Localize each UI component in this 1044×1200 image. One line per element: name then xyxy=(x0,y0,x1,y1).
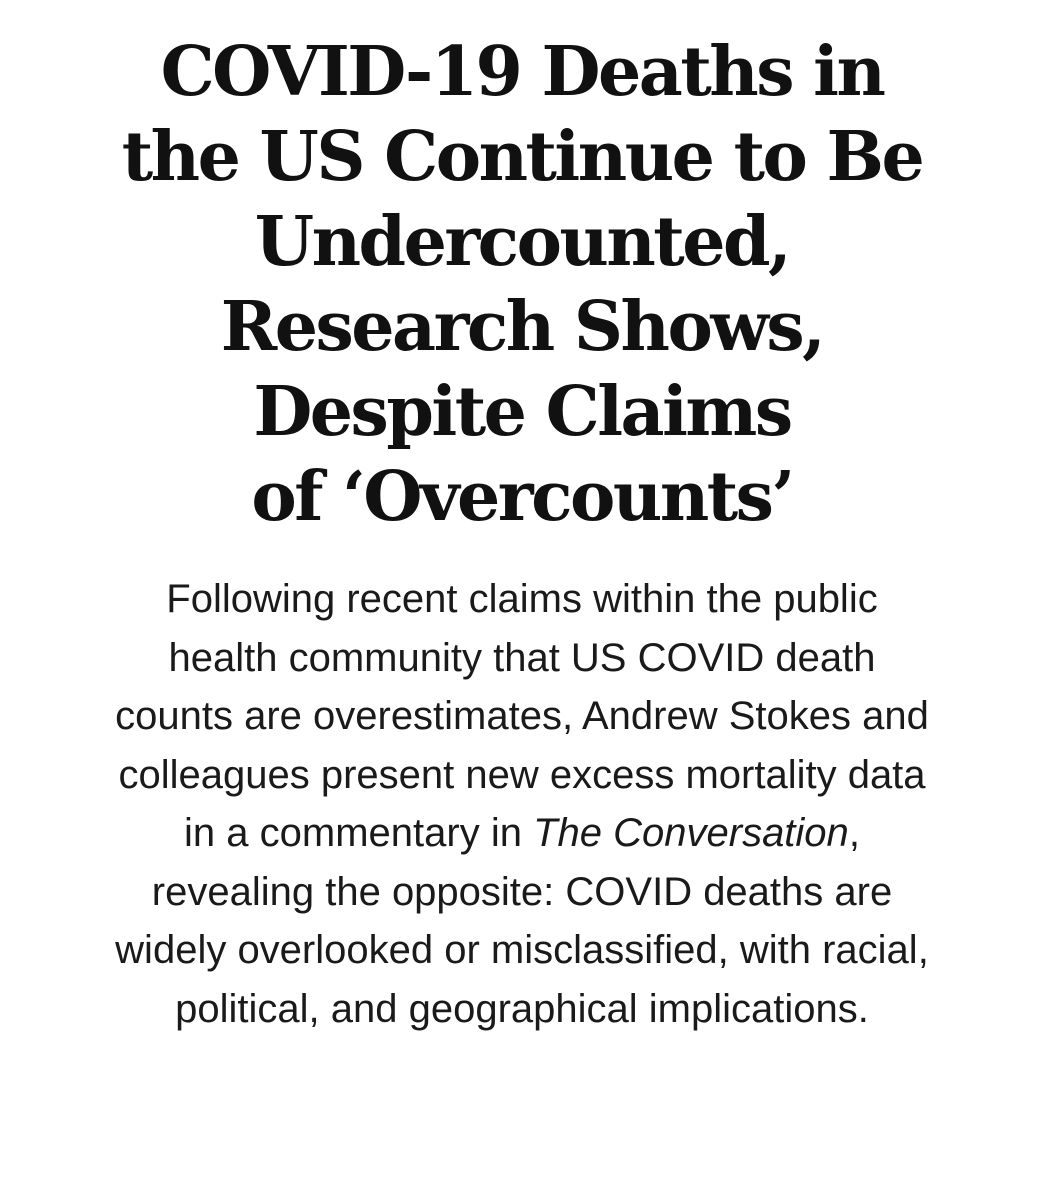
summary-line: Following recent claims within the public xyxy=(166,577,878,621)
headline-line: of ‘Overcounts’ xyxy=(251,457,793,537)
summary-line: colleagues present new excess mortality data xyxy=(118,752,926,797)
summary-text: in a commentary in xyxy=(184,811,534,855)
headline-line: Despite Claims xyxy=(253,372,791,452)
headline xyxy=(17,30,1027,540)
summary-text: , xyxy=(848,811,860,855)
article-summary xyxy=(17,570,1027,1038)
headline-line: COVID-19 Deaths in xyxy=(160,32,884,112)
headline-line: Research Shows, xyxy=(220,287,824,367)
publication-name: The Conversation xyxy=(533,811,849,855)
summary-line: health community that US COVID death xyxy=(168,635,876,680)
headline-line: Undercounted, xyxy=(254,202,790,282)
summary-line: widely overlooked or misclassified, with racial, xyxy=(115,928,929,972)
summary-line-with-publication xyxy=(17,804,1027,863)
summary-line: political, and geographical implications. xyxy=(175,986,869,1031)
summary-line: revealing the opposite: COVID deaths are xyxy=(151,869,893,914)
summary-line: counts are overestimates, Andrew Stokes and xyxy=(115,694,929,738)
headline-line: the US Continue to Be xyxy=(121,117,923,197)
